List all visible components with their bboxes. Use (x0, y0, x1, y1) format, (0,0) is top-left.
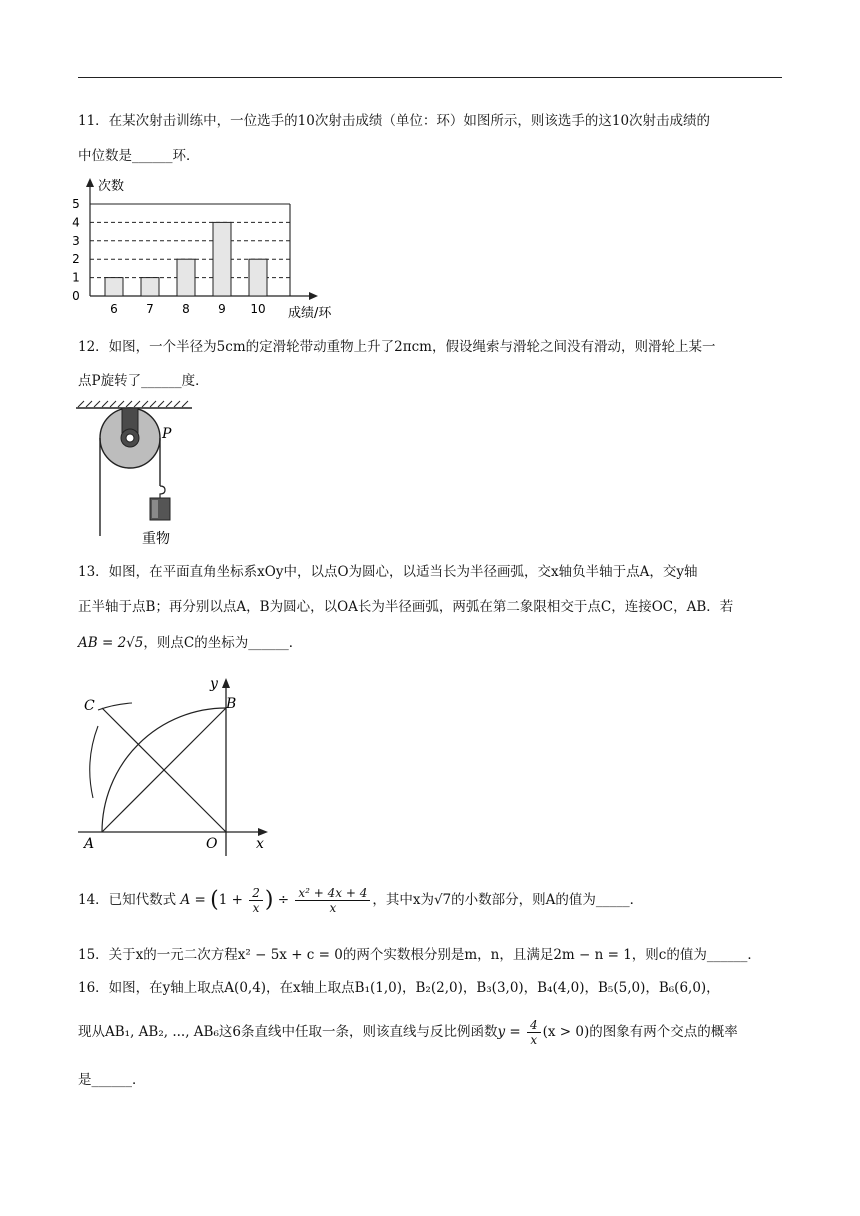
label-a: A (84, 836, 95, 852)
label-x: x (256, 836, 264, 852)
x-tick-label: 6 (110, 302, 118, 316)
q12-line1: 12．如图，一个半径为5cm的定滑轮带动重物上升了2πcm，假设绳索与滑轮之间没有滑动，则滑轮上某一 (78, 339, 716, 355)
header-rule (78, 77, 782, 78)
y-tick-label: 5 (72, 197, 80, 211)
label-y: y (210, 676, 218, 692)
q14-div: ÷ (273, 892, 294, 908)
x-tick-label: 9 (218, 302, 226, 316)
q14-frac2: $\frac{\text{x² + 4x + 4}}{x}$ (295, 886, 370, 915)
q11-line2: 中位数是______环． (78, 148, 200, 164)
bar (213, 222, 231, 296)
label-p: P (162, 426, 172, 442)
y-tick-label: 0 (72, 289, 80, 303)
q16-line2 (78, 1014, 738, 1050)
q14-prefix: 14．已知代数式 (78, 892, 177, 908)
label-c: C (84, 698, 95, 714)
q16-frac: $\frac{4}{x}$ (527, 1018, 541, 1047)
q16-y-eq: y = (497, 1024, 525, 1040)
bar (249, 259, 267, 296)
y-tick-label: 4 (72, 215, 80, 230)
q14-suffix: ，其中x为√7的小数部分，则A的值为_____． (372, 892, 644, 908)
x-tick-label: 8 (182, 302, 190, 316)
q13-ab-eq: AB = 2√5 (78, 635, 144, 651)
x-tick-label: 10 (250, 302, 266, 316)
q14-line: 14．已知代数式 A = (1 + $\frac{2}{x}$ ) ÷ $\frac{\text{x² + 4x + 4}}{x}$ ，其中x为√7的小数部分，则A的值为_____． (78, 886, 644, 915)
hook (160, 486, 165, 498)
label-weight: 重物 (142, 531, 170, 547)
q12-pulley-figure (74, 398, 204, 550)
q14-a-eq: A = (180, 892, 211, 908)
label-b: B (226, 696, 237, 712)
bar (141, 278, 159, 296)
q11-bar-chart (66, 170, 366, 326)
x-tick-label: 7 (146, 302, 154, 316)
bar (105, 278, 123, 296)
label-o: O (206, 836, 218, 852)
y-axis-label: 次数 (98, 179, 125, 194)
x-axis-arrow (309, 292, 318, 300)
q16-line2-a: 现从AB₁, AB₂, ..., AB₆这6条直线中任取一条，则该直线与反比例函数 (78, 1024, 498, 1040)
q13-compass-figure (74, 670, 274, 856)
y-tick-label: 3 (72, 233, 80, 248)
q16-line3: 是______． (78, 1072, 146, 1088)
q13-line3 (78, 634, 302, 652)
q15-line1: 15．关于x的一元二次方程x² − 5x + c = 0的两个实数根分别是m，n，且满足2m − n = 1，则c的值为______． (78, 947, 761, 963)
q11-line1: 11．在某次射击训练中，一位选手的10次射击成绩（单位：环）如图所示，则该选手的这10次射击成绩的 (78, 113, 711, 129)
q16-line2-b: (x > 0)的图象有两个交点的概率 (542, 1024, 738, 1040)
q14-one-plus: 1 + (218, 892, 248, 908)
q13-line3-rest: ，则点C的坐标为______． (143, 635, 303, 651)
y-tick-label: 1 (72, 270, 80, 285)
pulley-axle (126, 434, 134, 442)
q12-line2: 点P旋转了______度． (78, 373, 209, 389)
q13-line1: 13．如图，在平面直角坐标系xOy中，以点O为圆心，以适当长为半径画弧，交x轴负半轴于点A，交y轴 (78, 564, 698, 580)
arc-from-b (90, 726, 98, 798)
q14-frac1: $\frac{2}{x}$ (249, 886, 263, 915)
bar (177, 259, 195, 296)
y-tick-label: 2 (72, 252, 80, 267)
q16-line1: 16．如图，在y轴上取点A(0,4)，在x轴上取点B₁(1,0)，B₂(2,0)，B₃(3,0)，B₄(4,0)，B₅(5,0)，B₆(6,0)， (78, 980, 720, 996)
y-axis-arrow (86, 178, 94, 187)
x-axis-label: 成绩/环 (288, 306, 332, 321)
ceiling (76, 401, 192, 408)
q13-line2: 正半轴于点B；再分别以点A，B为圆心，以OA长为半径画弧，两弧在第二象限相交于点C，连接OC，AB．若 (78, 599, 734, 615)
